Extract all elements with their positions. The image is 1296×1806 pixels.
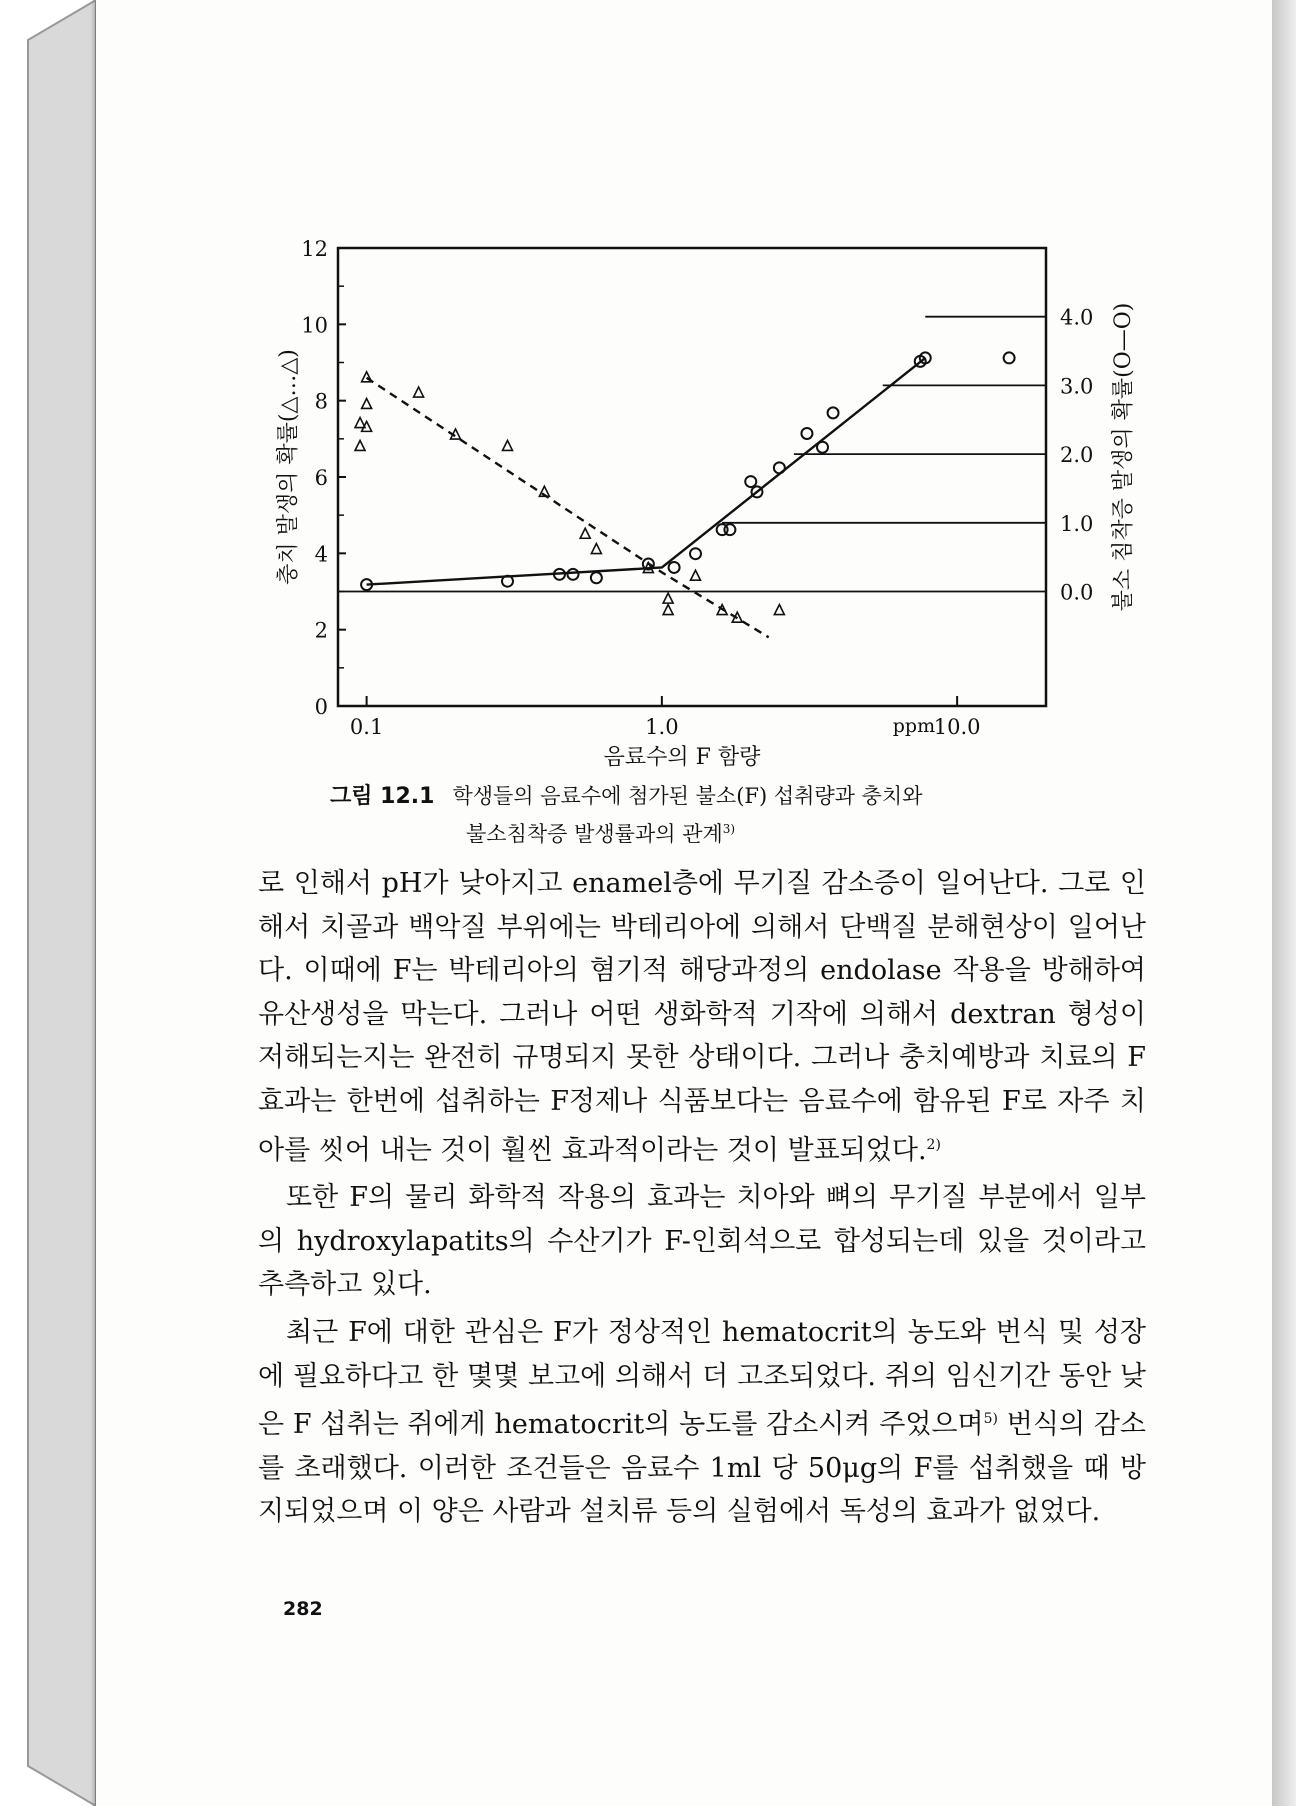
caries-point	[663, 605, 673, 615]
fluorosis-point	[828, 407, 839, 418]
fluorosis-point	[774, 462, 785, 473]
y-left-tick-label: 8	[314, 389, 328, 414]
paragraph-3-text-a: 최근 F에 대한 관심은 F가 정상적인 hematocrit의 농도와 번식 및 성장에 필요하다고 한 몇몇 보고에 의해서 더 고조되었다. 쥐의 임신기간 동안 낮은 F 섭취는 쥐에게 hematocrit의 농도를 감소시켜 주었으며	[258, 1316, 1146, 1441]
fluorosis-point	[567, 569, 578, 580]
caries-point	[591, 544, 601, 554]
caries-point	[663, 593, 673, 603]
caries-trend-line	[367, 378, 769, 638]
x-tick-label: 10.0	[933, 715, 981, 739]
x-tick-label: 0.1	[349, 715, 384, 739]
y-left-tick-label: 2	[314, 618, 328, 643]
y-right-tick-label: 4.0	[1060, 305, 1094, 330]
paragraph-3-text-b: 번식의 감소를 초래했다. 이러한 조건들은 음료수 1ml 당 50μg의 F를 섭취했을 때 방지되었으며 이 양은 사람과 설치류 등의 실험에서 독성의 효과가 없었다.	[258, 1409, 1147, 1528]
fluorosis-trend-line	[367, 358, 926, 585]
y-left-tick-label: 6	[314, 466, 328, 490]
fluorosis-point	[591, 572, 602, 583]
paragraph-1-reference: 2)	[926, 1136, 941, 1153]
caries-point	[414, 387, 424, 397]
figure-caption	[330, 780, 1130, 850]
fluorosis-point	[1004, 352, 1015, 363]
x-tick-label: 1.0	[645, 715, 679, 739]
y-right-tick-label: 3.0	[1060, 374, 1094, 399]
paragraph-3-reference: 5)	[983, 1411, 998, 1428]
y-left-tick-label: 12	[301, 237, 328, 261]
chart-svg	[0, 0, 1296, 800]
y-left-tick-label: 10	[301, 313, 328, 338]
paragraph-1-text: 로 인해서 pH가 낮아지고 enamel층에 무기질 감소증이 일어난다. 그로 인해서 치골과 백악질 부위에는 박테리아에 의해서 단백질 분해현상이 일어난다. 이때에 F는 박테리아의 혐기적 해당과정의 endolase 작용을 방해하여 유산생성을 막는다. 그러나 어떤 생화학적 기작에 의해서 dextran 형성이 저해되는지는 완전히 규명되지 못한 상태이다. 그러나 충치예방과 치료의 F효과는 한번에 섭취하는 F정제나 식품보다는 음료수에 함유된 F로 자주 치아를 씻어 내는 것이 훨씬 효과적이라는 것이 발표되었다.	[258, 868, 1146, 1166]
fluorosis-point	[690, 548, 701, 559]
caries-point	[362, 398, 372, 408]
chart	[0, 0, 1296, 800]
caries-point	[355, 440, 365, 450]
paragraph-2	[258, 1176, 1146, 1307]
y-right-axis-label: 불소 침착증 발생의 확률(O—O)	[1111, 302, 1136, 612]
y-left-tick-label: 0	[314, 695, 328, 719]
paragraph-3	[258, 1311, 1146, 1534]
y-right-tick-label: 0.0	[1060, 580, 1094, 605]
caption-line-2: 불소침착증 발생률과의 관계	[466, 822, 723, 846]
fluorosis-point	[724, 524, 735, 535]
caption-line-1: 학생들의 음료수에 첨가된 불소(F) 섭취량과 충치와	[452, 784, 923, 808]
x-unit-label: ppm	[892, 715, 936, 737]
fluorosis-point	[669, 562, 680, 573]
caries-point	[691, 570, 701, 580]
y-right-tick-label: 2.0	[1060, 443, 1094, 468]
paragraph-2-text: 또한 F의 물리 화학적 작용의 효과는 치아와 뼈의 무기질 부분에서 일부의 hydroxylapatits의 수산기가 F-인회석으로 합성되는데 있을 것이라고 추측하고 있다.	[258, 1182, 1146, 1301]
caries-point	[362, 372, 372, 382]
x-axis-label: 음료수의 F 함량	[603, 745, 761, 770]
fluorosis-point	[801, 428, 812, 439]
body-text	[258, 862, 1146, 1534]
caption-label: 그림 12.1	[330, 784, 435, 809]
caption-reference: 3)	[722, 822, 736, 836]
y-right-tick-label: 1.0	[1060, 511, 1094, 536]
caries-point	[580, 528, 590, 538]
caries-point	[774, 605, 784, 615]
fluorosis-point	[745, 476, 756, 487]
y-left-axis-label: 충치 발생의 확률(△…△)	[276, 349, 301, 585]
fluorosis-point	[817, 442, 828, 453]
page-number: 282	[283, 1598, 323, 1620]
y-left-tick-label: 4	[314, 542, 328, 567]
caries-point	[502, 440, 512, 450]
paragraph-1	[258, 862, 1146, 1172]
